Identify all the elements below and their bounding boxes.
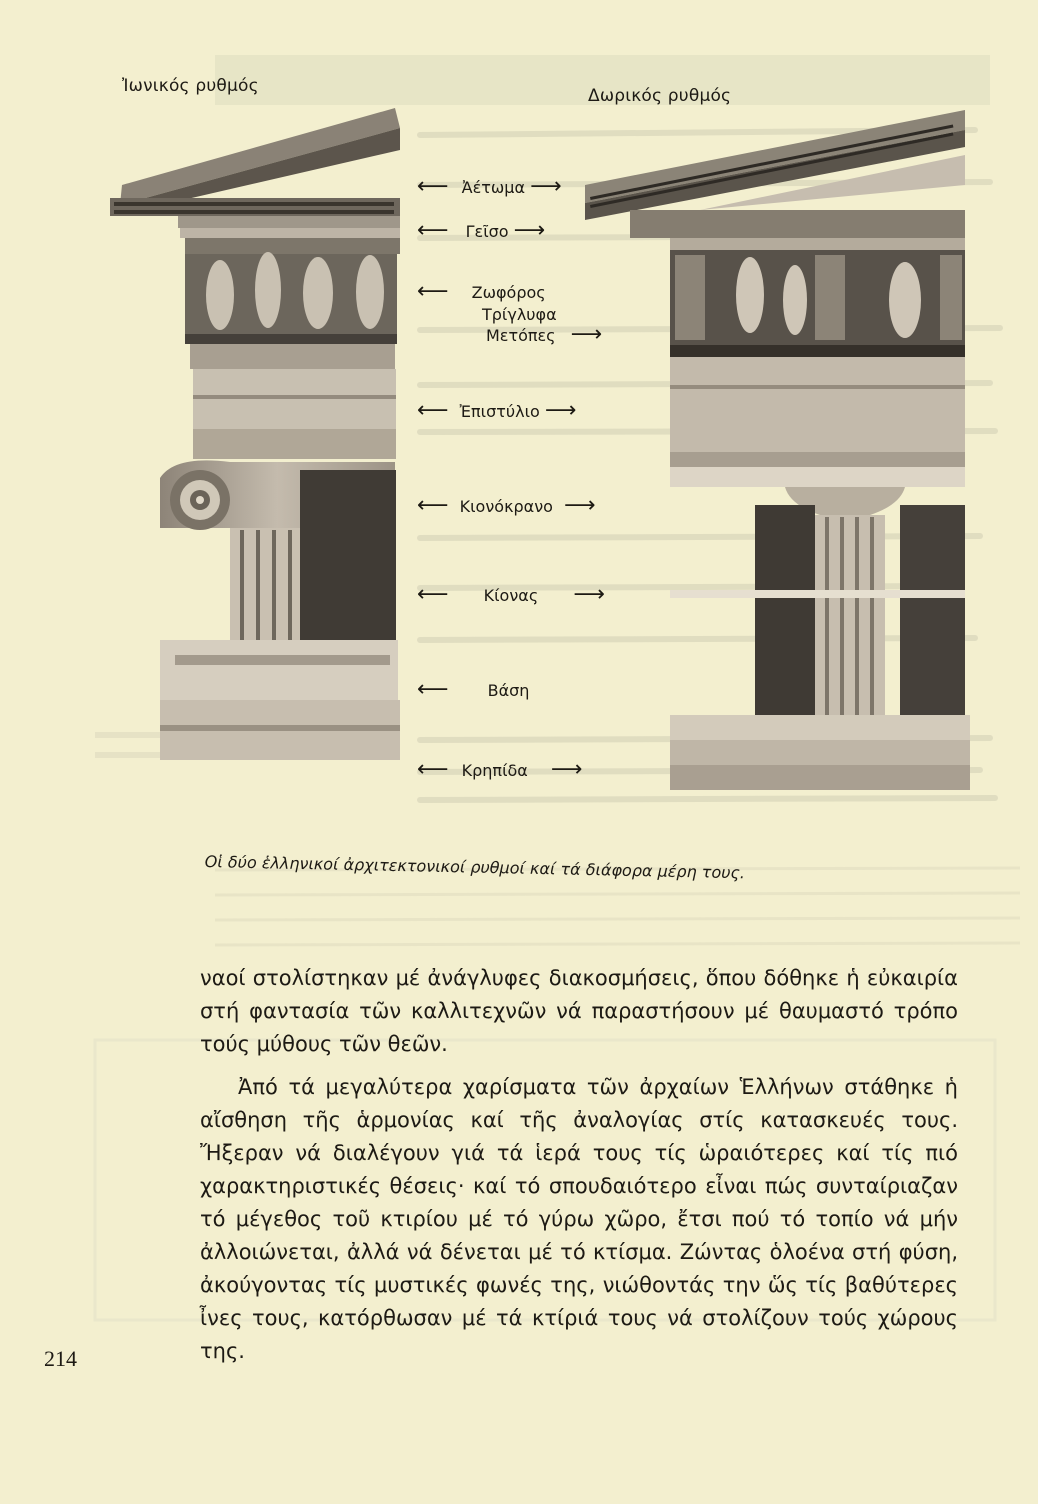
label-metopes [486, 322, 603, 347]
ionic-order-title: Ἰωνικός ρυθμός [122, 76, 259, 96]
arrow-right-icon: ⟶ [544, 398, 577, 423]
label-epistylio-text: Ἐπιστύλιο [459, 402, 540, 421]
label-kionas-text: Κίονας [483, 586, 539, 605]
label-aetoma [417, 174, 562, 199]
label-geiso [417, 218, 546, 243]
label-vasi-text: Βάση [487, 681, 530, 700]
arrow-right-icon: ⟶ [573, 582, 605, 607]
ionic-order-illustration [0, 0, 430, 810]
arrow-right-icon: ⟶ [530, 174, 562, 199]
label-epistylio [417, 398, 577, 423]
arrow-left-icon: ⟵ [417, 174, 449, 199]
label-kionokrano-text: Κιονόκρανο [459, 497, 553, 516]
figure-caption: Οἱ δύο ἑλληνικοί ἀρχιτεκτονικοί ρυθμοί καί τά διάφορα μέρη τους. [204, 852, 746, 883]
label-zoforos-text: Ζωφόρος [471, 283, 546, 302]
arrow-right-icon: ⟶ [570, 322, 603, 347]
label-kionokrano [417, 493, 596, 518]
label-geiso-text: Γεῖσο [465, 222, 509, 241]
doric-order-title: Δωρικός ρυθμός [588, 86, 732, 106]
paragraph-2: Ἀπό τά μεγαλύτερα χαρίσματα τῶν ἀρχαίων Ἑλλήνων στάθηκε ἡ αἴσθηση τῆς ἁρμονίας καί τῆς ἀναλογίας στίς κατασκευές τους. Ἤξεραν νά διαλέγουν γιά τά ἱερά τους τίς ὡραιότερες καί τίς πιό χαρακτηριστικές θέσεις· καί τό σπουδαιότερο εἶναι πώς συνταίριαζαν τό μέγεθος τοῦ κτιρίου μέ τό γύρω χῶρο, ἔτσι πού τό τοπίο νά μήν ἀλλοιώνεται, ἀλλά νά δένεται μέ τό κτίσμα. Ζώντας ὁλοένα στή φύση, ἀκούγοντας τίς μυστικές φωνές της, νιώθοντάς την ὥς τίς βαθύτερες ἶνες τους, κατόρθωσαν μέ τά κτίριά τους νά στολίζουν τούς χώρους της. [200, 1075, 958, 1363]
label-vasi [417, 677, 530, 702]
label-zoforos [417, 279, 546, 304]
arrow-left-icon: ⟵ [417, 279, 449, 304]
label-aetoma-text: Ἀέτωμα [461, 178, 525, 197]
arrow-left-icon: ⟵ [417, 493, 449, 518]
arrow-left-icon: ⟵ [417, 677, 449, 702]
label-krepida-text: Κρηπίδα [461, 761, 528, 780]
doric-order-illustration [570, 95, 970, 795]
label-kionas [417, 582, 605, 607]
arrow-left-icon: ⟵ [417, 582, 449, 607]
page-number: 214 [44, 1346, 77, 1371]
label-metopes-text: Μετόπες [486, 326, 556, 345]
paragraph-1: ναοί στολίστηκαν μέ ἀνάγλυφες διακοσμήσεις, ὅπου δόθηκε ἡ εὐκαιρία στή φαντασία τῶν καλλιτεχνῶν νά παραστήσουν μέ θαυμαστό τρόπο τούς μύθους τῶν θεῶν. [200, 966, 958, 1056]
arrow-left-icon: ⟵ [417, 757, 449, 782]
body-text [200, 962, 958, 1368]
label-triglyfa [482, 305, 557, 324]
label-triglyfa-text: Τρίγλυφα [482, 305, 557, 324]
arrow-left-icon: ⟵ [417, 218, 449, 243]
arrow-left-icon: ⟵ [417, 398, 449, 423]
arrow-right-icon: ⟶ [513, 218, 546, 243]
arrow-right-icon: ⟶ [564, 493, 596, 518]
arrow-right-icon: ⟶ [550, 757, 583, 782]
label-krepida [417, 757, 583, 782]
